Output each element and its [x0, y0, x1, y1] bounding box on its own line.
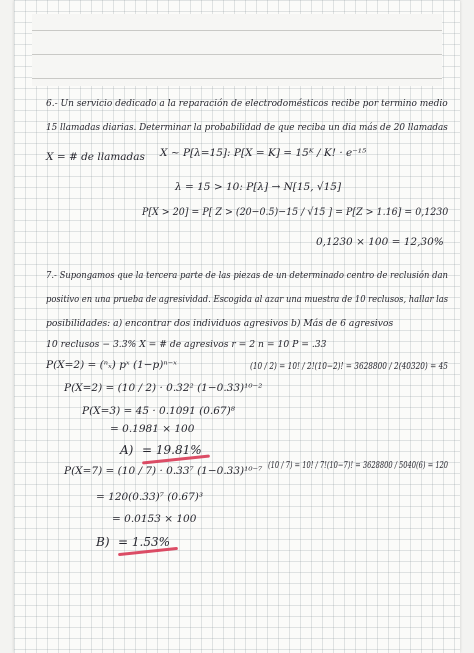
problem7-step-b2: = 120(0.33)⁷ (0.67)³: [96, 491, 204, 503]
answer-a-label: A): [120, 443, 134, 457]
problem7-statement-line2: positivo en una prueba de agresividad. Escogida al azar una muestra de 10 reclusos, hallar las: [46, 294, 449, 305]
problem7-statement-line3: posibilidades: a) encontrar dos individuos agresivos b) Más de 6 agresivos: [46, 318, 394, 329]
problem6-normal-approximation: λ = 15 > 10: P[λ] → N[15, √15]: [175, 181, 342, 193]
problem7-combination-10-2: (10 / 2) = 10! / 2!(10−2)! = 3628800 / 2(40320) = 45: [250, 361, 448, 372]
problem6-probability-calc: P[X > 20] = P[ Z > (20−0.5)−15 / √15 ] = P[Z > 1.16] = 0,1230: [142, 206, 449, 218]
problem7-statement-line1: 7.- Supongamos que la tercera parte de las piezas de un determinado centro de reclusión dan: [46, 270, 448, 281]
answer-b-label: B): [96, 535, 110, 549]
problem7-step-a3: = 0.1981 × 100: [110, 423, 195, 435]
header-rule: [32, 30, 442, 31]
problem7-step-b3: = 0.0153 × 100: [112, 513, 197, 525]
problem6-statement-line1: 6.- Un servicio dedicado a la reparación de electrodomésticos recibe por termino medio: [46, 98, 448, 109]
problem7-binomial-formula: P(X=2) = (ⁿₓ) pˣ (1−p)ⁿ⁻ˣ: [46, 359, 177, 371]
problem7-step-a2: P(X=3) = 45 · 0.1091 (0.67)⁸: [82, 405, 235, 417]
answer-b-value: = 1.53%: [118, 535, 170, 549]
problem6-poisson-formula: X ~ P[λ=15]: P[X = K] = 15ᴷ / K! · e⁻¹⁵: [160, 147, 367, 159]
header-rule: [32, 78, 442, 79]
header-rule: [32, 54, 442, 55]
page-header-area: [32, 14, 442, 86]
problem6-statement-line2: 15 llamadas diarias. Determinar la probabilidad de que reciba un dia más de 20 llamadas: [46, 122, 448, 133]
problem6-percentage: 0,1230 × 100 = 12,30%: [316, 236, 444, 248]
answer-a-value: = 19.81%: [142, 443, 202, 457]
problem7-combination-10-7: (10 / 7) = 10! / 7!(10−7)! = 3628800 / 5040(6) = 120: [268, 460, 449, 471]
problem6-variable-definition: X = # de llamadas: [46, 151, 145, 163]
problem7-step-b1: P(X=7) = (10 / 7) · 0.33⁷ (1−0.33)¹⁰⁻⁷: [64, 465, 263, 477]
problem7-data: 10 reclusos − 3.3% X = # de agresivos r = 2 n = 10 P = .33: [46, 339, 327, 350]
problem7-step-a1: P(X=2) = (10 / 2) · 0.32² (1−0.33)¹⁰⁻²: [64, 382, 263, 394]
